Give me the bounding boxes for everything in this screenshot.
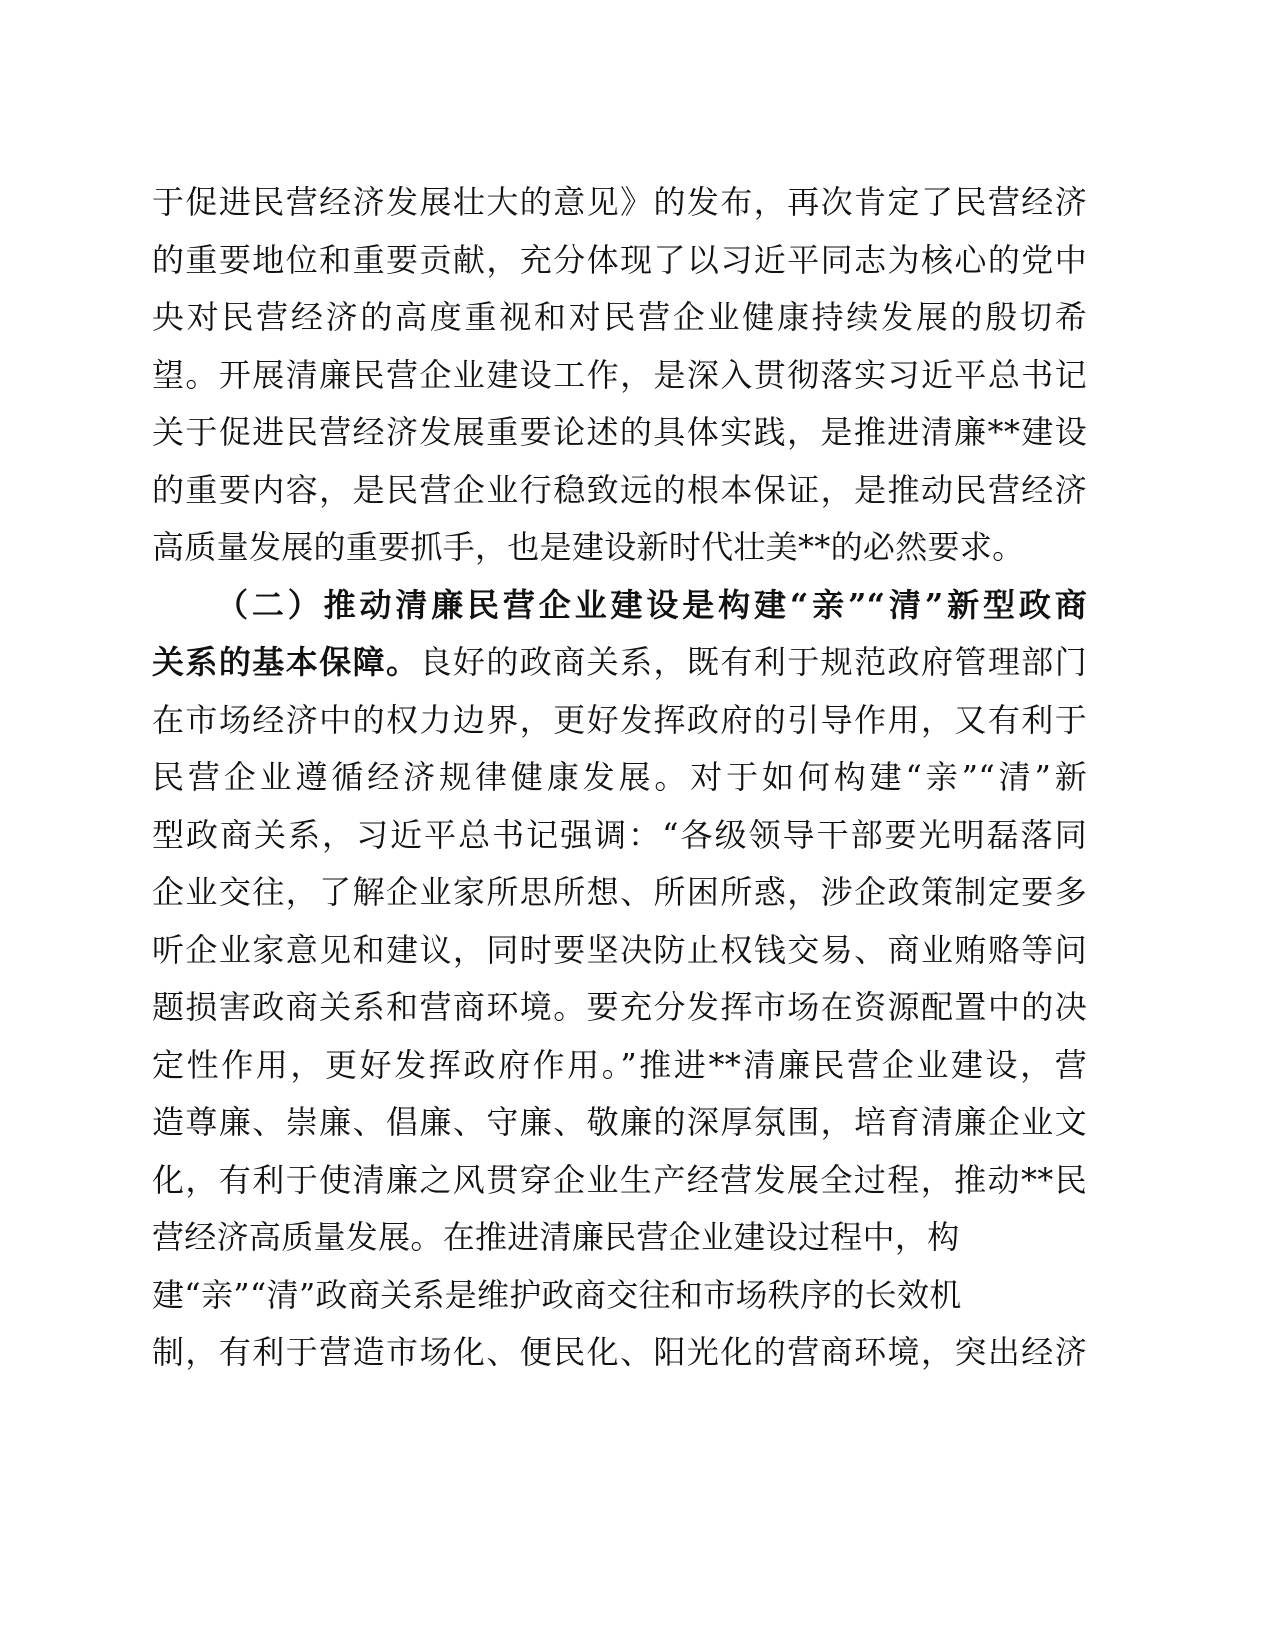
body-line: 望。开展清廉民营企业建设工作，是深入贯彻落实习近平总书记 (152, 355, 1087, 394)
body-line: 高质量发展的重要抓手，也是建设新时代壮美**的必然要求。 (152, 528, 1025, 566)
body-line: 的重要内容，是民营企业行稳致远的根本保证，是推动民营经济 (152, 470, 1087, 509)
body-line: 建“亲”“清”政商关系是维护政商交往和市场秩序的长效机 (152, 1275, 962, 1314)
body-text-span: 良好的政商关系，既有利于规范政府管理部门 (419, 643, 1087, 681)
body-line: 关于促进民营经济发展重要论述的具体实践，是推进清廉**建设 (152, 413, 1087, 451)
body-line: 于促进民营经济发展壮大的意见》的发布，再次肯定了民营经济 (152, 183, 1087, 221)
body-line: 听企业家意见和建议，同时要坚决防止权钱交易、商业贿赂等问 (152, 930, 1087, 969)
section-heading-line: （二）推动清廉民营企业建设是构建“亲”“清”新型政商 (216, 585, 1087, 624)
document-body (152, 178, 1087, 1386)
body-line: 企业交往，了解企业家所思所想、所困所惑，涉企政策制定要多 (152, 873, 1087, 911)
body-line: 制，有利于营造市场化、便民化、阳光化的营商环境，突出经济 (152, 1333, 1087, 1371)
body-line: 化，有利于使清廉之风贯穿企业生产经营发展全过程，推动**民 (152, 1160, 1087, 1199)
body-line: 民营企业遵循经济规律健康发展。对于如何构建“亲”“清”新 (152, 758, 1087, 796)
body-line: 型政商关系，习近平总书记强调：“各级领导干部要光明磊落同 (152, 815, 1087, 854)
body-line: 定性作用，更好发挥政府作用。”推进**清廉民营企业建设，营 (152, 1045, 1087, 1084)
body-line: 造尊廉、崇廉、倡廉、守廉、敬廉的深厚氛围，培育清廉企业文 (152, 1103, 1087, 1141)
body-line: 央对民营经济的高度重视和对民营企业健康持续发展的殷切希 (152, 298, 1087, 336)
body-line: 的重要地位和重要贡献，充分体现了以习近平同志为核心的党中 (152, 240, 1087, 279)
body-line: 题损害政商关系和营商环境。要充分发挥市场在资源配置中的决 (152, 988, 1087, 1026)
section-heading-continuation (152, 638, 1087, 696)
body-line: 在市场经济中的权力边界，更好发挥政府的引导作用，又有利于 (152, 700, 1087, 739)
section-heading-tail: 关系的基本保障。 (152, 643, 420, 681)
body-line: 营经济高质量发展。在推进清廉民营企业建设过程中，构 (152, 1218, 960, 1256)
